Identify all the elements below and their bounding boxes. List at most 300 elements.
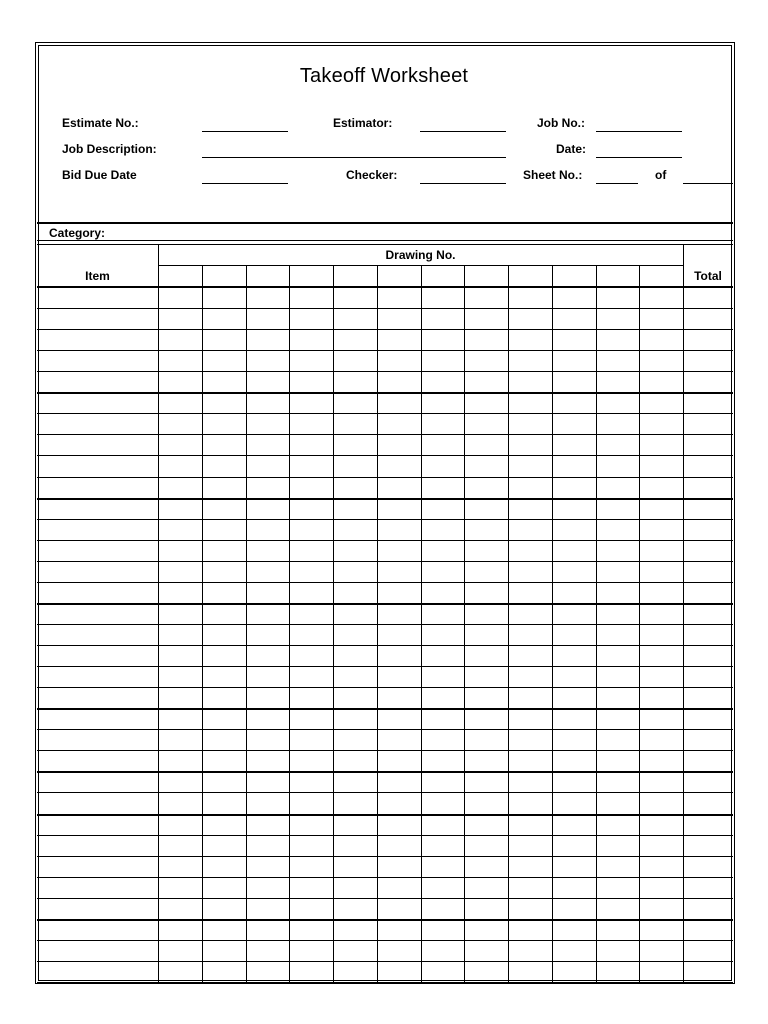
drawing-qty-cell[interactable] [377,624,421,645]
drawing-qty-cell[interactable] [552,919,596,940]
drawing-qty-cell[interactable] [464,434,508,455]
drawing-qty-cell[interactable] [333,308,377,329]
drawing-qty-cell[interactable] [202,708,246,729]
drawing-qty-cell[interactable] [158,666,202,687]
drawing-qty-cell[interactable] [246,856,289,877]
drawing-qty-cell[interactable] [202,687,246,708]
drawing-qty-cell[interactable] [333,434,377,455]
drawing-qty-cell[interactable] [596,708,639,729]
drawing-qty-cell[interactable] [333,455,377,477]
drawing-qty-cell[interactable] [377,498,421,519]
item-cell[interactable] [37,392,158,413]
checker-field[interactable] [420,183,506,184]
drawing-qty-cell[interactable] [596,877,639,898]
drawing-qty-cell[interactable] [202,561,246,582]
drawing-qty-cell[interactable] [508,645,552,666]
drawing-qty-cell[interactable] [639,392,683,413]
drawing-qty-cell[interactable] [377,961,421,982]
drawing-qty-cell[interactable] [246,350,289,371]
drawing-qty-cell[interactable] [596,582,639,603]
drawing-qty-cell[interactable] [508,371,552,392]
drawing-qty-cell[interactable] [246,771,289,792]
drawing-qty-cell[interactable] [202,308,246,329]
total-cell[interactable] [683,455,733,477]
drawing-qty-cell[interactable] [333,287,377,308]
item-cell[interactable] [37,835,158,856]
drawing-qty-cell[interactable] [421,645,464,666]
drawing-qty-cell[interactable] [202,898,246,919]
drawing-qty-cell[interactable] [552,835,596,856]
drawing-qty-cell[interactable] [464,498,508,519]
drawing-qty-cell[interactable] [464,561,508,582]
drawing-qty-cell[interactable] [596,856,639,877]
drawing-qty-cell[interactable] [596,750,639,771]
drawing-qty-cell[interactable] [246,645,289,666]
drawing-qty-cell[interactable] [508,835,552,856]
drawing-qty-cell[interactable] [552,455,596,477]
drawing-qty-cell[interactable] [289,645,333,666]
total-cell[interactable] [683,898,733,919]
drawing-qty-cell[interactable] [639,434,683,455]
drawing-qty-cell[interactable] [289,792,333,814]
drawing-qty-cell[interactable] [552,666,596,687]
drawing-qty-cell[interactable] [246,835,289,856]
drawing-qty-cell[interactable] [158,645,202,666]
drawing-qty-cell[interactable] [246,624,289,645]
drawing-qty-cell[interactable] [377,371,421,392]
drawing-qty-cell[interactable] [377,835,421,856]
drawing-qty-cell[interactable] [377,350,421,371]
drawing-qty-cell[interactable] [158,814,202,835]
drawing-qty-cell[interactable] [552,792,596,814]
drawing-qty-cell[interactable] [508,603,552,624]
drawing-qty-cell[interactable] [508,350,552,371]
drawing-qty-cell[interactable] [289,540,333,561]
drawing-qty-cell[interactable] [639,708,683,729]
drawing-qty-cell[interactable] [596,498,639,519]
drawing-qty-cell[interactable] [289,877,333,898]
drawing-qty-cell[interactable] [377,455,421,477]
drawing-qty-cell[interactable] [377,561,421,582]
drawing-qty-cell[interactable] [246,687,289,708]
drawing-qty-cell[interactable] [289,856,333,877]
drawing-qty-cell[interactable] [639,477,683,498]
drawing-qty-cell[interactable] [202,582,246,603]
drawing-qty-cell[interactable] [333,835,377,856]
drawing-qty-cell[interactable] [158,624,202,645]
drawing-qty-cell[interactable] [552,687,596,708]
drawing-qty-cell[interactable] [202,645,246,666]
drawing-qty-cell[interactable] [508,919,552,940]
item-cell[interactable] [37,645,158,666]
drawing-qty-cell[interactable] [552,603,596,624]
drawing-qty-cell[interactable] [158,603,202,624]
drawing-qty-cell[interactable] [639,877,683,898]
total-cell[interactable] [683,624,733,645]
drawing-qty-cell[interactable] [464,729,508,750]
drawing-qty-cell[interactable] [333,687,377,708]
drawing-qty-cell[interactable] [464,877,508,898]
drawing-qty-cell[interactable] [464,814,508,835]
total-cell[interactable] [683,877,733,898]
total-cell[interactable] [683,519,733,540]
drawing-qty-cell[interactable] [421,371,464,392]
drawing-qty-cell[interactable] [552,898,596,919]
drawing-qty-cell[interactable] [552,540,596,561]
drawing-qty-cell[interactable] [158,519,202,540]
drawing-qty-cell[interactable] [421,856,464,877]
drawing-qty-cell[interactable] [421,329,464,350]
drawing-qty-cell[interactable] [377,645,421,666]
drawing-qty-cell[interactable] [464,666,508,687]
drawing-qty-cell[interactable] [289,603,333,624]
drawing-qty-cell[interactable] [508,329,552,350]
drawing-qty-cell[interactable] [552,582,596,603]
drawing-qty-cell[interactable] [464,371,508,392]
drawing-qty-cell[interactable] [552,287,596,308]
drawing-qty-cell[interactable] [333,540,377,561]
item-cell[interactable] [37,856,158,877]
drawing-qty-cell[interactable] [596,287,639,308]
item-cell[interactable] [37,603,158,624]
drawing-qty-cell[interactable] [421,455,464,477]
drawing-qty-cell[interactable] [464,329,508,350]
drawing-qty-cell[interactable] [421,708,464,729]
drawing-qty-cell[interactable] [639,603,683,624]
item-cell[interactable] [37,729,158,750]
total-cell[interactable] [683,498,733,519]
drawing-qty-cell[interactable] [464,603,508,624]
drawing-qty-cell[interactable] [421,519,464,540]
drawing-qty-cell[interactable] [246,961,289,982]
drawing-qty-cell[interactable] [333,561,377,582]
item-cell[interactable] [37,287,158,308]
drawing-qty-cell[interactable] [508,308,552,329]
drawing-qty-cell[interactable] [289,750,333,771]
total-cell[interactable] [683,603,733,624]
drawing-qty-cell[interactable] [596,645,639,666]
total-cell[interactable] [683,413,733,434]
drawing-qty-cell[interactable] [377,329,421,350]
drawing-qty-cell[interactable] [377,771,421,792]
drawing-qty-cell[interactable] [333,603,377,624]
drawing-qty-cell[interactable] [377,413,421,434]
drawing-qty-cell[interactable] [596,835,639,856]
drawing-qty-cell[interactable] [639,771,683,792]
sheet-total-field[interactable] [683,183,733,184]
drawing-qty-cell[interactable] [464,750,508,771]
drawing-qty-cell[interactable] [508,814,552,835]
drawing-qty-cell[interactable] [596,919,639,940]
drawing-qty-cell[interactable] [246,434,289,455]
item-cell[interactable] [37,687,158,708]
drawing-qty-cell[interactable] [552,729,596,750]
drawing-qty-cell[interactable] [202,961,246,982]
item-cell[interactable] [37,771,158,792]
drawing-qty-cell[interactable] [377,792,421,814]
drawing-qty-cell[interactable] [421,835,464,856]
drawing-qty-cell[interactable] [158,940,202,961]
sheet-no-field[interactable] [596,183,638,184]
drawing-qty-cell[interactable] [333,961,377,982]
drawing-qty-cell[interactable] [246,898,289,919]
drawing-qty-cell[interactable] [377,582,421,603]
drawing-qty-cell[interactable] [508,561,552,582]
drawing-qty-cell[interactable] [639,919,683,940]
drawing-qty-cell[interactable] [639,961,683,982]
drawing-qty-cell[interactable] [289,687,333,708]
drawing-qty-cell[interactable] [158,919,202,940]
item-cell[interactable] [37,666,158,687]
drawing-qty-cell[interactable] [377,750,421,771]
total-cell[interactable] [683,350,733,371]
drawing-qty-cell[interactable] [596,603,639,624]
drawing-qty-cell[interactable] [246,413,289,434]
total-cell[interactable] [683,392,733,413]
drawing-qty-cell[interactable] [421,750,464,771]
drawing-qty-cell[interactable] [596,561,639,582]
drawing-qty-cell[interactable] [158,540,202,561]
drawing-qty-cell[interactable] [377,519,421,540]
drawing-qty-cell[interactable] [289,771,333,792]
drawing-qty-cell[interactable] [639,561,683,582]
drawing-qty-cell[interactable] [202,498,246,519]
drawing-qty-cell[interactable] [596,624,639,645]
drawing-qty-cell[interactable] [158,729,202,750]
drawing-qty-cell[interactable] [333,750,377,771]
drawing-qty-cell[interactable] [202,666,246,687]
drawing-qty-cell[interactable] [246,287,289,308]
drawing-qty-cell[interactable] [333,498,377,519]
total-cell[interactable] [683,540,733,561]
drawing-qty-cell[interactable] [596,434,639,455]
drawing-qty-cell[interactable] [202,477,246,498]
drawing-qty-cell[interactable] [377,856,421,877]
drawing-qty-cell[interactable] [333,940,377,961]
drawing-qty-cell[interactable] [639,750,683,771]
item-cell[interactable] [37,350,158,371]
drawing-qty-cell[interactable] [421,308,464,329]
drawing-qty-cell[interactable] [639,835,683,856]
drawing-qty-cell[interactable] [639,582,683,603]
drawing-qty-cell[interactable] [508,708,552,729]
drawing-qty-cell[interactable] [421,729,464,750]
drawing-qty-cell[interactable] [508,729,552,750]
drawing-qty-cell[interactable] [421,814,464,835]
item-cell[interactable] [37,477,158,498]
drawing-qty-cell[interactable] [202,814,246,835]
drawing-qty-cell[interactable] [246,308,289,329]
drawing-qty-cell[interactable] [421,392,464,413]
drawing-qty-cell[interactable] [246,792,289,814]
total-cell[interactable] [683,750,733,771]
item-cell[interactable] [37,308,158,329]
drawing-qty-cell[interactable] [421,771,464,792]
drawing-qty-cell[interactable] [377,477,421,498]
drawing-qty-cell[interactable] [246,582,289,603]
drawing-qty-cell[interactable] [596,898,639,919]
drawing-qty-cell[interactable] [596,308,639,329]
estimate-no-field[interactable] [202,131,288,132]
drawing-qty-cell[interactable] [333,877,377,898]
total-cell[interactable] [683,792,733,814]
total-cell[interactable] [683,645,733,666]
drawing-qty-cell[interactable] [289,287,333,308]
drawing-qty-cell[interactable] [333,666,377,687]
drawing-qty-cell[interactable] [333,329,377,350]
drawing-qty-cell[interactable] [552,519,596,540]
item-cell[interactable] [37,371,158,392]
drawing-qty-cell[interactable] [596,687,639,708]
drawing-qty-cell[interactable] [639,814,683,835]
total-cell[interactable] [683,961,733,982]
drawing-qty-cell[interactable] [552,392,596,413]
drawing-qty-cell[interactable] [639,666,683,687]
drawing-qty-cell[interactable] [552,708,596,729]
drawing-qty-cell[interactable] [508,582,552,603]
drawing-qty-cell[interactable] [289,666,333,687]
drawing-qty-cell[interactable] [377,898,421,919]
drawing-qty-cell[interactable] [333,350,377,371]
drawing-qty-cell[interactable] [596,371,639,392]
drawing-qty-cell[interactable] [158,350,202,371]
drawing-qty-cell[interactable] [377,687,421,708]
total-cell[interactable] [683,434,733,455]
drawing-qty-cell[interactable] [289,561,333,582]
total-cell[interactable] [683,708,733,729]
drawing-qty-cell[interactable] [464,940,508,961]
drawing-qty-cell[interactable] [202,413,246,434]
drawing-qty-cell[interactable] [639,856,683,877]
drawing-qty-cell[interactable] [464,413,508,434]
drawing-qty-cell[interactable] [508,792,552,814]
drawing-qty-cell[interactable] [158,455,202,477]
drawing-qty-cell[interactable] [333,582,377,603]
estimator-field[interactable] [420,131,506,132]
drawing-qty-cell[interactable] [377,540,421,561]
drawing-qty-cell[interactable] [377,603,421,624]
drawing-qty-cell[interactable] [289,919,333,940]
drawing-qty-cell[interactable] [421,561,464,582]
drawing-qty-cell[interactable] [202,877,246,898]
drawing-qty-cell[interactable] [289,455,333,477]
drawing-qty-cell[interactable] [552,940,596,961]
drawing-qty-cell[interactable] [158,308,202,329]
drawing-qty-cell[interactable] [508,940,552,961]
drawing-qty-cell[interactable] [158,561,202,582]
drawing-qty-cell[interactable] [464,792,508,814]
drawing-qty-cell[interactable] [333,771,377,792]
drawing-qty-cell[interactable] [333,413,377,434]
item-cell[interactable] [37,792,158,814]
drawing-qty-cell[interactable] [639,792,683,814]
item-cell[interactable] [37,708,158,729]
drawing-qty-cell[interactable] [552,645,596,666]
drawing-qty-cell[interactable] [289,371,333,392]
drawing-qty-cell[interactable] [508,519,552,540]
drawing-qty-cell[interactable] [639,540,683,561]
drawing-qty-cell[interactable] [421,287,464,308]
item-cell[interactable] [37,624,158,645]
drawing-qty-cell[interactable] [552,624,596,645]
drawing-qty-cell[interactable] [377,940,421,961]
drawing-qty-cell[interactable] [596,729,639,750]
drawing-qty-cell[interactable] [552,413,596,434]
date-field[interactable] [596,157,682,158]
drawing-qty-cell[interactable] [639,455,683,477]
drawing-qty-cell[interactable] [464,455,508,477]
item-cell[interactable] [37,961,158,982]
item-cell[interactable] [37,561,158,582]
drawing-qty-cell[interactable] [464,308,508,329]
item-cell[interactable] [37,519,158,540]
drawing-qty-cell[interactable] [421,434,464,455]
drawing-qty-cell[interactable] [639,624,683,645]
drawing-qty-cell[interactable] [289,519,333,540]
drawing-qty-cell[interactable] [639,645,683,666]
drawing-qty-cell[interactable] [639,687,683,708]
drawing-qty-cell[interactable] [552,498,596,519]
drawing-qty-cell[interactable] [202,455,246,477]
item-cell[interactable] [37,498,158,519]
drawing-qty-cell[interactable] [246,729,289,750]
drawing-qty-cell[interactable] [421,940,464,961]
drawing-qty-cell[interactable] [552,371,596,392]
drawing-qty-cell[interactable] [464,771,508,792]
drawing-qty-cell[interactable] [508,413,552,434]
drawing-qty-cell[interactable] [377,287,421,308]
job-no-field[interactable] [596,131,682,132]
drawing-qty-cell[interactable] [158,371,202,392]
drawing-qty-cell[interactable] [552,771,596,792]
drawing-qty-cell[interactable] [246,329,289,350]
drawing-qty-cell[interactable] [421,898,464,919]
drawing-qty-cell[interactable] [596,329,639,350]
item-cell[interactable] [37,540,158,561]
drawing-qty-cell[interactable] [639,498,683,519]
drawing-qty-cell[interactable] [246,477,289,498]
drawing-qty-cell[interactable] [158,392,202,413]
item-cell[interactable] [37,919,158,940]
drawing-qty-cell[interactable] [464,519,508,540]
drawing-qty-cell[interactable] [202,729,246,750]
drawing-qty-cell[interactable] [202,329,246,350]
drawing-qty-cell[interactable] [289,498,333,519]
drawing-qty-cell[interactable] [202,792,246,814]
drawing-qty-cell[interactable] [246,371,289,392]
drawing-qty-cell[interactable] [552,561,596,582]
drawing-qty-cell[interactable] [639,371,683,392]
drawing-qty-cell[interactable] [289,329,333,350]
drawing-qty-cell[interactable] [596,350,639,371]
drawing-qty-cell[interactable] [421,582,464,603]
drawing-qty-cell[interactable] [421,540,464,561]
drawing-qty-cell[interactable] [202,624,246,645]
drawing-qty-cell[interactable] [552,329,596,350]
drawing-qty-cell[interactable] [158,498,202,519]
drawing-qty-cell[interactable] [158,434,202,455]
drawing-qty-cell[interactable] [202,771,246,792]
drawing-qty-cell[interactable] [246,708,289,729]
drawing-qty-cell[interactable] [552,814,596,835]
drawing-qty-cell[interactable] [246,814,289,835]
drawing-qty-cell[interactable] [333,856,377,877]
drawing-qty-cell[interactable] [333,477,377,498]
item-cell[interactable] [37,898,158,919]
drawing-qty-cell[interactable] [508,687,552,708]
drawing-qty-cell[interactable] [596,540,639,561]
drawing-qty-cell[interactable] [464,898,508,919]
